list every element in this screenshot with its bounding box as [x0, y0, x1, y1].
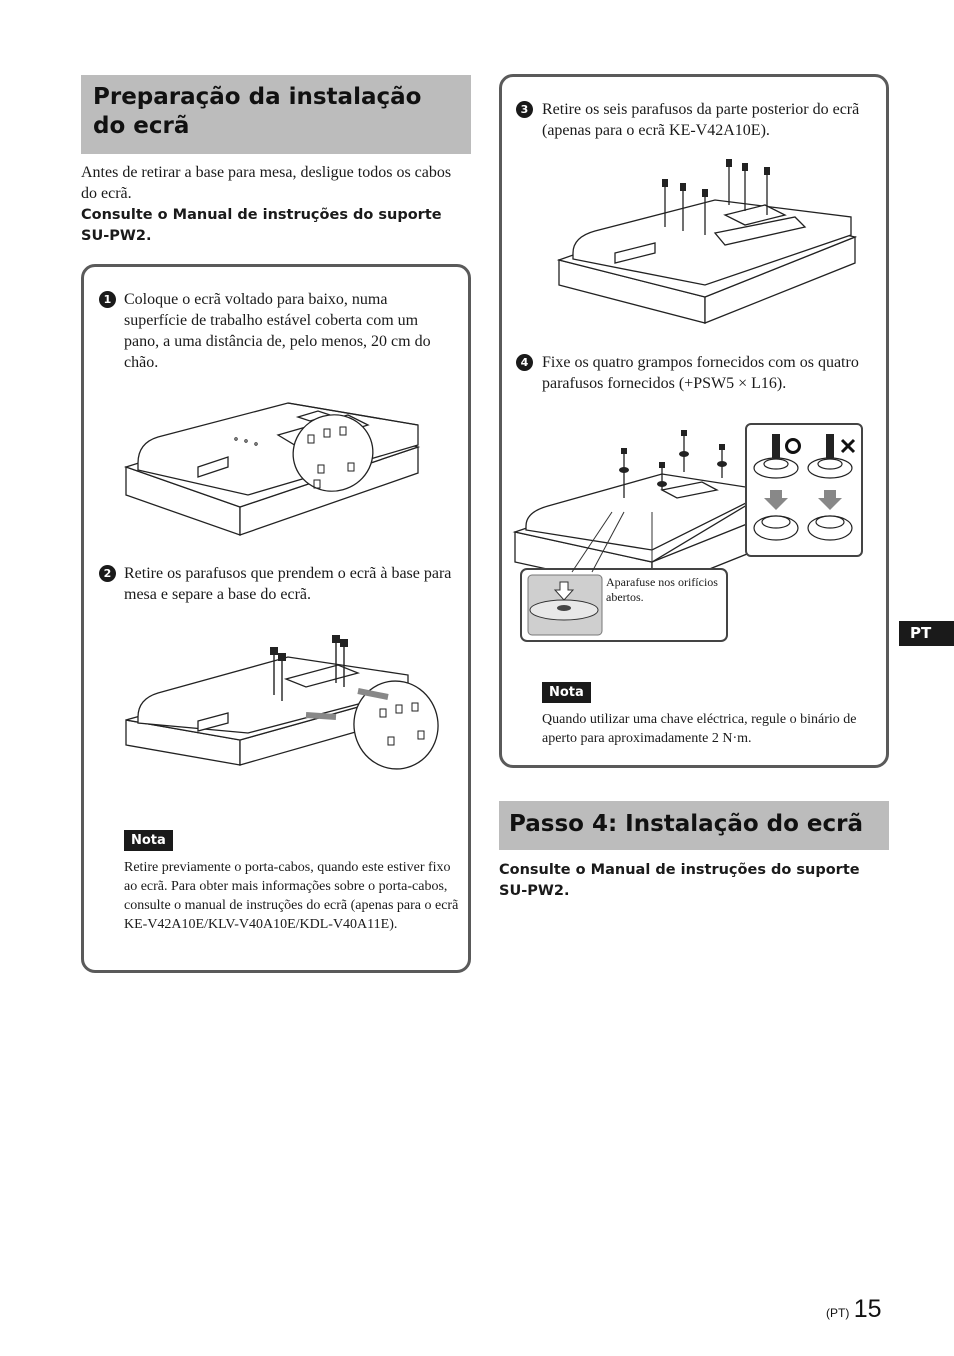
illustration-display-face-down — [118, 395, 428, 540]
step-number-3: 3 — [516, 101, 533, 118]
step-3-text: Retire os seis parafusos da parte posterior do ecrã (apenas para o ecrã KE-V42A10E). — [542, 101, 860, 139]
step-4-text: Fixe os quatro grampos fornecidos com os quatro parafusos fornecidos (+PSW5 × L16). — [542, 354, 859, 392]
page-number-value: 15 — [853, 1295, 882, 1323]
page-prefix: (PT) — [826, 1306, 850, 1320]
step-2-text: Retire os parafusos que prendem o ecrã à base para mesa e separe a base do ecrã. — [124, 565, 452, 603]
section-title-preparation: Preparação da instalação do ecrã — [81, 75, 471, 154]
step-1-text: Coloque o ecrã voltado para baixo, numa superfície de trabalho estável coberta com um pano, a uma distância de, pelo menos, 20 cm do chão. — [124, 291, 431, 371]
intro-text: Antes de retirar a base para mesa, desligue todos os cabos do ecrã. — [81, 164, 452, 202]
step-number-1: 1 — [99, 291, 116, 308]
note-text-right: Quando utilizar uma chave eléctrica, regule o binário de aperto para aproximadamente 2 N·m. — [542, 712, 857, 746]
step-number-4: 4 — [516, 354, 533, 371]
illustration-remove-six-screws — [555, 155, 870, 330]
page-number — [826, 1295, 882, 1324]
language-tab: PT — [899, 621, 954, 646]
step-number-2: 2 — [99, 565, 116, 582]
note-label-right: Nota — [542, 682, 591, 703]
illustration-attach-brackets — [512, 422, 867, 644]
section-title-step4: Passo 4: Instalação do ecrã — [499, 801, 889, 850]
note-label-left: Nota — [124, 830, 173, 851]
manual-reference-1: Consulte o Manual de instruções do suporte SU-PW2. — [81, 207, 442, 244]
note-text-left: Retire previamente o porta-cabos, quando este estiver fixo ao ecrã. Para obter mais informações sobre o porta-cabos, consulte o manual de instruções do ecrã (apenas para o ecrã KE-V42A10E/KLV-V40A10E/KDL-V40A11E). — [124, 860, 459, 932]
callout-text: Aparafuse nos orifícios abertos. — [606, 575, 718, 604]
illustration-remove-stand — [118, 625, 448, 775]
manual-reference-2: Consulte o Manual de instruções do suporte SU-PW2. — [499, 862, 860, 899]
